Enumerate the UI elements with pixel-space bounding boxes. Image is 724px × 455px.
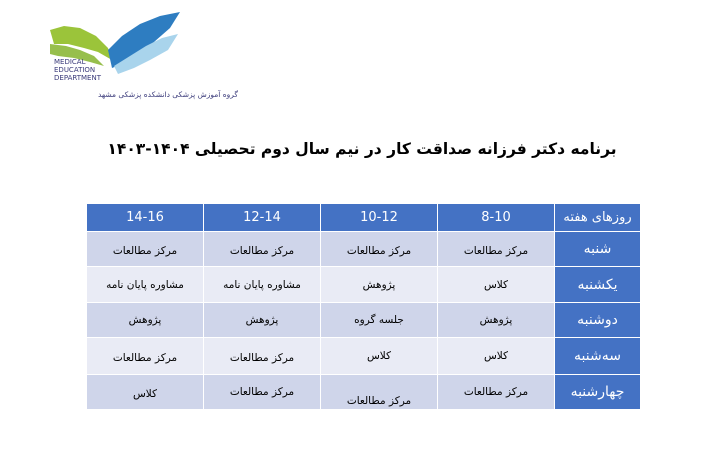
cell-text: پژوهش	[479, 314, 513, 326]
header-slot-14-16: 14-16	[87, 204, 204, 232]
cell-text: مرکز مطالعات	[229, 244, 295, 257]
cell-text: مرکز مطالعات	[229, 351, 295, 364]
cell-text: پژوهش	[128, 314, 162, 326]
cell-text: کلاس	[132, 387, 158, 400]
schedule-table	[86, 203, 641, 410]
cell-text: مشاوره پایان نامه	[223, 278, 301, 291]
table-row	[87, 338, 641, 375]
day-cell: یکشنبه	[555, 267, 641, 303]
schedule-cell	[321, 375, 438, 410]
schedule-cell	[204, 375, 321, 410]
header-slot-8-10: 8-10	[438, 204, 555, 232]
logo-line-1: MEDICAL	[54, 58, 86, 66]
schedule-cell	[321, 303, 438, 338]
cell-text: مرکز مطالعات	[112, 244, 178, 257]
table-row	[87, 303, 641, 338]
cell-text: جلسه گروه	[354, 314, 404, 326]
cell-text: مرکز مطالعات	[229, 386, 295, 398]
cell-text: مرکز مطالعات	[463, 386, 529, 398]
schedule-cell	[87, 303, 204, 338]
schedule-cell	[204, 232, 321, 267]
cell-text: مرکز مطالعات	[463, 244, 529, 257]
cell-text: کلاس	[483, 350, 509, 362]
schedule-cell	[321, 267, 438, 303]
day-cell: شنبه	[555, 232, 641, 267]
cell-text: مرکز مطالعات	[112, 351, 178, 364]
day-cell: چهارشنبه	[555, 375, 641, 410]
cell-text: کلاس	[483, 278, 509, 291]
cell-text: مرکز مطالعات	[346, 394, 412, 407]
header-slot-10-12: 10-12	[321, 204, 438, 232]
schedule-cell	[438, 267, 555, 303]
department-logo	[50, 8, 238, 108]
header-slot-12-14: 12-14	[204, 204, 321, 232]
page-title: برنامه دکتر فرزانه صداقت کار در نیم سال دوم تحصیلی ۱۴۰۴-۱۴۰۳	[107, 140, 617, 158]
schedule-cell	[321, 232, 438, 267]
schedule-cell	[438, 375, 555, 410]
header-days: روزهای هفته	[555, 204, 641, 232]
logo-line-3: DEPARTMENT	[54, 74, 101, 82]
table-row	[87, 375, 641, 410]
header-row	[87, 204, 641, 232]
schedule-cell	[87, 375, 204, 410]
schedule-cell	[438, 232, 555, 267]
cell-text: کلاس	[366, 350, 392, 362]
schedule-cell	[87, 232, 204, 267]
schedule-cell	[204, 303, 321, 338]
schedule-cell	[87, 267, 204, 303]
cell-text: پژوهش	[362, 278, 396, 291]
table-row	[87, 232, 641, 267]
day-cell: سه‌شنبه	[555, 338, 641, 375]
schedule-cell	[438, 303, 555, 338]
cell-text: مرکز مطالعات	[346, 244, 412, 257]
schedule-cell	[438, 338, 555, 375]
schedule-cell	[204, 267, 321, 303]
logo-blue-wing	[108, 12, 180, 74]
logo-caption: گروه آموزش پزشکی دانشکده پزشکی مشهد	[97, 90, 238, 99]
day-cell: دوشنبه	[555, 303, 641, 338]
schedule-cell	[204, 338, 321, 375]
cell-text: پژوهش	[245, 314, 279, 326]
logo-line-2: EDUCATION	[54, 66, 96, 74]
schedule-cell	[87, 338, 204, 375]
cell-text: مشاوره پایان نامه	[106, 278, 184, 291]
schedule-cell	[321, 338, 438, 375]
table-row	[87, 267, 641, 303]
